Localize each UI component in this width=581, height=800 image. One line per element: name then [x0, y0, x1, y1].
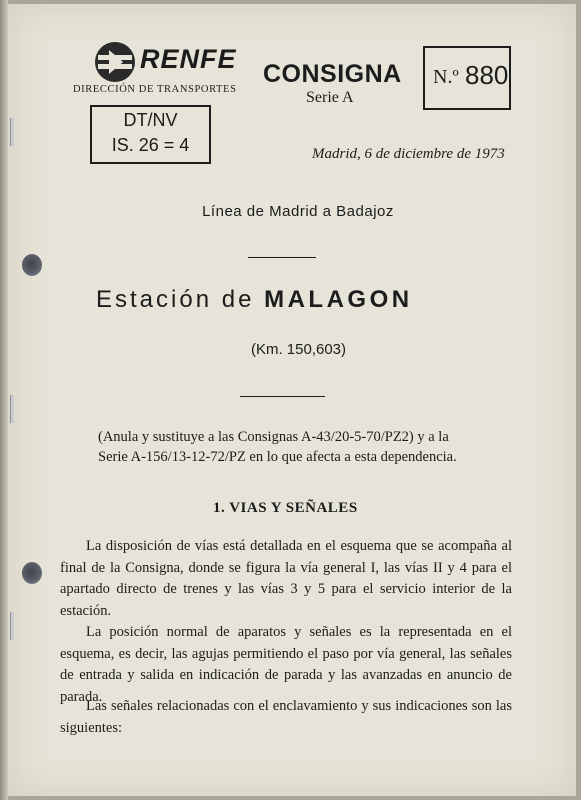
document-date: Madrid, 6 de diciembre de 1973: [312, 146, 505, 162]
reference-code-line1: DT/NV: [123, 110, 178, 130]
paper-edge: [0, 0, 8, 800]
kilometer-point: (Km. 150,603): [250, 341, 347, 358]
document-type: CONSIGNA: [263, 60, 402, 88]
paragraph: [60, 536, 512, 622]
renfe-logo-icon: [95, 42, 135, 82]
station-prefix: Estación de: [96, 286, 255, 313]
staple: [10, 612, 14, 640]
divider: [248, 257, 316, 258]
paragraph-text: Las señales relacionadas con el enclavamiento y sus indicaciones son las siguientes:: [60, 698, 512, 736]
station-name: MALAGON: [264, 286, 413, 313]
paragraph-text: La posición normal de aparatos y señales es la representada en el esquema, es decir, las agujas permitiendo el paso por vía general, las señales de entrada y salida en indicación de parada y las avanzadas en anuncio de parada.: [60, 624, 512, 705]
reference-code-line2: IS. 26 = 4: [111, 135, 190, 155]
department-name: DIRECCIÓN DE TRANSPORTES: [73, 84, 237, 95]
annulment-note: (Anula y sustituye a las Consignas A-43/20-5-70/PZ2) y a la Serie A-156/13-12-72/PZ en lo que afecta a esta dependencia.: [98, 429, 457, 465]
divider: [240, 396, 325, 397]
punch-hole: [22, 254, 42, 276]
reference-code-box: [90, 105, 211, 164]
staple: [10, 395, 14, 423]
document-series: Serie A: [306, 89, 354, 106]
staple: [10, 118, 14, 146]
paragraph: [60, 696, 512, 739]
paragraph-text: La disposición de vías está detallada en el esquema que se acompaña al final de la Consigna, donde se figura la vía general I, las vías II y 4 para el apartado directo de trenes y las vías 3 y 5 para el servicio interior de la estación.: [60, 538, 512, 619]
punch-hole: [22, 562, 42, 584]
brand-name: RENFE: [140, 44, 237, 74]
railway-line: Línea de Madrid a Badajoz: [202, 203, 394, 220]
document-number: 880: [465, 60, 509, 90]
document-number-box: [423, 46, 511, 110]
number-label: N.º: [433, 66, 459, 88]
section-title: 1. VIAS Y SEÑALES: [213, 500, 358, 516]
station-title: [96, 286, 413, 314]
